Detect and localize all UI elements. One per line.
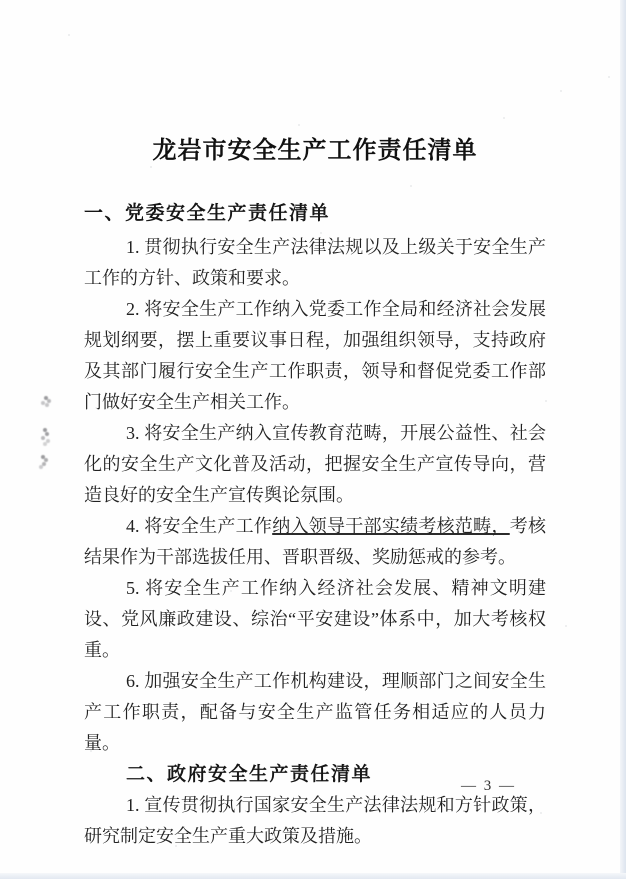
page-number: — 3 — <box>461 778 516 794</box>
section-1-item-6: 6. 加强安全生产工作机构建设，理顺部门之间安全生产工作职责，配备与安全生产监管任务相适应的人员力量。 <box>84 671 546 753</box>
section-1-item-3: 3. 将安全生产纳入宣传教育范畴，开展公益性、社会化的安全生产文化普及活动，把握安全生产宣传导向，营造良好的安全生产宣传舆论氛围。 <box>84 423 546 505</box>
paper-edge-bottom <box>0 873 626 879</box>
scan-speck <box>150 166 152 168</box>
paper-edge-right <box>620 0 626 879</box>
scan-speck <box>608 76 610 78</box>
item-4-suffix: 考核结果作为干部选拔任用、晋职晋级、奖励惩戒的参考。 <box>84 516 547 567</box>
scan-smudge <box>43 428 47 432</box>
scan-speck <box>560 90 562 92</box>
scan-speck <box>175 845 177 847</box>
scan-speck <box>410 185 412 187</box>
section-1-item-2: 2. 将安全生产工作纳入党委工作全局和经济社会发展规划纲要，摆上重要议事日程，加强组织领导，支持政府及其部门履行安全生产工作职责，领导和督促党委工作部门做好安全生产相关工作。 <box>84 299 546 412</box>
scan-speck <box>68 34 70 36</box>
item-4-underlined-phrase: 纳入领导干部实绩考核范畴， <box>272 516 510 536</box>
section-1-item-5: 5. 将安全生产工作纳入经济社会发展、精神文明建设、党风廉政建设、综治“平安建设”体系中，加大考核权重。 <box>84 578 546 660</box>
page-title: 龙岩市安全生产工作责任清单 <box>152 138 478 164</box>
section-1-item-1: 1. 贯彻执行安全生产法律法规以及上级关于安全生产工作的方针、政策和要求。 <box>84 237 546 288</box>
item-4-prefix: 4. 将安全生产工作 <box>126 516 273 536</box>
section-1-heading: 一、党委安全生产责任清单 <box>84 203 331 224</box>
scan-smudge <box>41 455 45 459</box>
section-2-heading: 二、政府安全生产责任清单 <box>126 764 373 785</box>
section-2-item-1: 1. 宣传贯彻执行国家安全生产法律法规和方针政策，研究制定安全生产重大政策及措施。 <box>84 795 546 846</box>
scan-speck <box>540 812 542 814</box>
scan-speck <box>565 625 567 627</box>
scan-speck <box>503 117 505 119</box>
section-1-body <box>84 232 546 852</box>
scan-smudge <box>44 396 48 400</box>
scan-speck <box>230 590 232 592</box>
scan-speck <box>90 750 92 752</box>
scan-speck <box>545 400 547 402</box>
document-content <box>84 138 546 852</box>
scan-speck <box>320 232 322 234</box>
section-1-item-4 <box>84 511 546 573</box>
scan-speck <box>298 124 300 126</box>
